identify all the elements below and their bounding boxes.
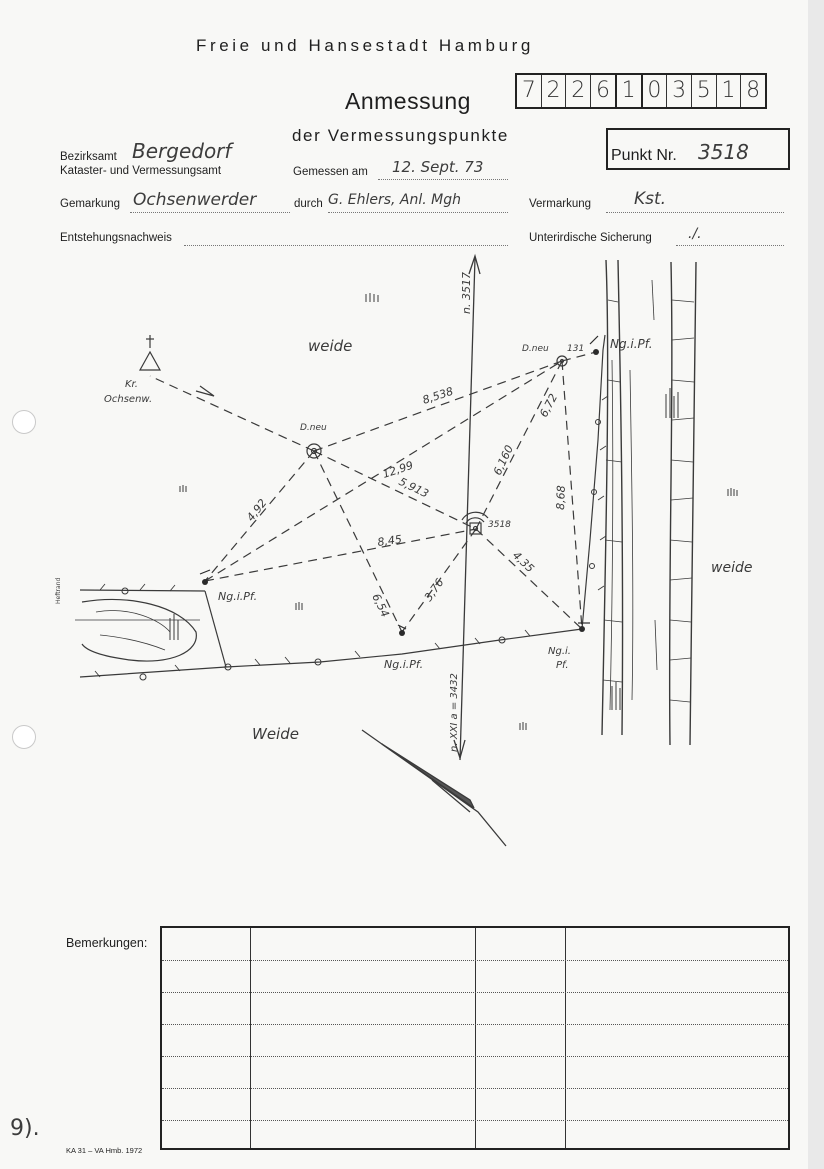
ng-pf-right-label-2: Pf.	[556, 660, 569, 671]
punkt-nr-value: 3518	[698, 140, 749, 164]
church-label-1: Kr.	[125, 379, 138, 390]
survey-sketch	[0, 240, 808, 930]
register-digit: 1	[617, 75, 643, 107]
d-neu-right-number: 131	[567, 344, 585, 354]
durch-value: G. Ehlers, Anl. Mgh	[328, 192, 461, 208]
authority-heading: Freie und Hansestadt Hamburg	[196, 36, 534, 55]
punkt-nr-box	[606, 128, 790, 170]
distance-label: 6,72	[537, 391, 561, 420]
table-row-line	[162, 1088, 788, 1089]
remarks-label: Bemerkungen:	[66, 936, 148, 950]
kataster-label: Kataster- und Vermessungsamt	[60, 165, 222, 177]
gemessen-dotline	[378, 179, 508, 180]
measurement-lines	[150, 352, 596, 632]
distance-label: 3,76	[421, 576, 447, 604]
register-digit: 2	[566, 75, 591, 107]
north-top-label: n. 3517	[460, 272, 473, 314]
gemessen-value: 12. Sept. 73	[392, 158, 484, 176]
register-number-box	[515, 73, 767, 109]
distance-label: 8,45	[376, 532, 403, 549]
ng-pf-left-label: Ng.i.Pf.	[218, 590, 258, 603]
right-strips	[602, 260, 696, 745]
register-digit: 0	[643, 75, 668, 107]
ng-pf-top-right-label: Ng.i.Pf.	[610, 337, 653, 351]
punkt-nr-label: Punkt Nr.	[611, 147, 677, 164]
distance-label: 5,913	[396, 475, 431, 501]
church-arrow	[196, 386, 214, 396]
heftrand-label: Heftrand	[55, 577, 62, 604]
register-digit: 5	[692, 75, 717, 107]
ng-pf-bottom-label: Ng.i.Pf.	[384, 658, 424, 671]
register-digit: 8	[746, 78, 761, 103]
durch-label: durch	[294, 198, 323, 210]
gemarkung-label: Gemarkung	[60, 198, 121, 210]
vermarkung-value: Kst.	[634, 189, 667, 209]
sicherung-value: ./.	[688, 226, 702, 242]
d-neu-left-label: D.neu	[300, 423, 327, 433]
gemessen-label: Gemessen am	[293, 166, 368, 178]
distance-label: 4,35	[509, 548, 537, 576]
table-column-divider	[565, 928, 566, 1148]
distance-label: 6,160	[490, 443, 517, 478]
distance-label: 12,99	[380, 458, 415, 481]
vermarkung-dotline	[606, 212, 784, 213]
boundary-lines	[75, 335, 605, 677]
north-arrow-symbol	[362, 730, 506, 846]
durch-dotline	[328, 212, 508, 213]
vermarkung-label: Vermarkung	[529, 198, 592, 210]
table-row-line	[162, 1120, 788, 1121]
form-subtitle: der Vermessungspunkte	[292, 126, 509, 145]
register-digit: 6	[591, 75, 617, 107]
church-symbol	[140, 335, 160, 370]
church-label-2: Ochsenw.	[104, 394, 153, 405]
ditch-outline	[82, 600, 196, 662]
remarks-table	[160, 926, 790, 1150]
page-note: 9).	[10, 1116, 40, 1141]
gemarkung-dotline	[130, 212, 290, 213]
boundary-posts	[122, 420, 601, 681]
ng-pf-right-label: Ng.i.	[548, 646, 571, 657]
table-column-divider	[475, 928, 476, 1148]
strip-hatching	[603, 300, 694, 702]
distance-label: 4,92	[244, 496, 270, 524]
distance-label: 6,54	[369, 591, 392, 620]
distance-label: 8,68	[554, 485, 568, 511]
sicherung-label: Unterirdische Sicherung	[529, 232, 652, 244]
weide-label-bottom: Weide	[252, 725, 299, 743]
d-neu-right-label: D.neu	[522, 344, 549, 354]
bezirksamt-value: Bergedorf	[132, 139, 232, 163]
weide-label-top: weide	[308, 337, 353, 355]
weide-label-right: weide	[711, 560, 753, 576]
north-bottom-label: n. XXI a = 3432	[449, 673, 460, 752]
point-3518-marker	[462, 512, 488, 534]
gemarkung-value: Ochsenwerder	[133, 190, 257, 210]
table-row-line	[162, 1024, 788, 1025]
bezirksamt-label: Bezirksamt	[60, 151, 117, 163]
boundary-ticks	[95, 396, 608, 677]
register-digit: 3	[667, 75, 692, 107]
point-3518-label: 3518	[488, 520, 511, 530]
entstehung-label: Entstehungsnachweis	[60, 232, 172, 244]
form-title: Anmessung	[345, 88, 471, 114]
table-row-line	[162, 1056, 788, 1057]
register-digit: 7	[517, 75, 542, 107]
distance-label: 8,538	[420, 384, 455, 407]
register-digit: 1	[717, 75, 742, 107]
register-digit: 2	[542, 75, 567, 107]
form-code: KA 31 – VA Hmb. 1972	[66, 1146, 143, 1155]
table-column-divider	[250, 928, 251, 1148]
table-row-line	[162, 992, 788, 993]
table-row-line	[162, 960, 788, 961]
